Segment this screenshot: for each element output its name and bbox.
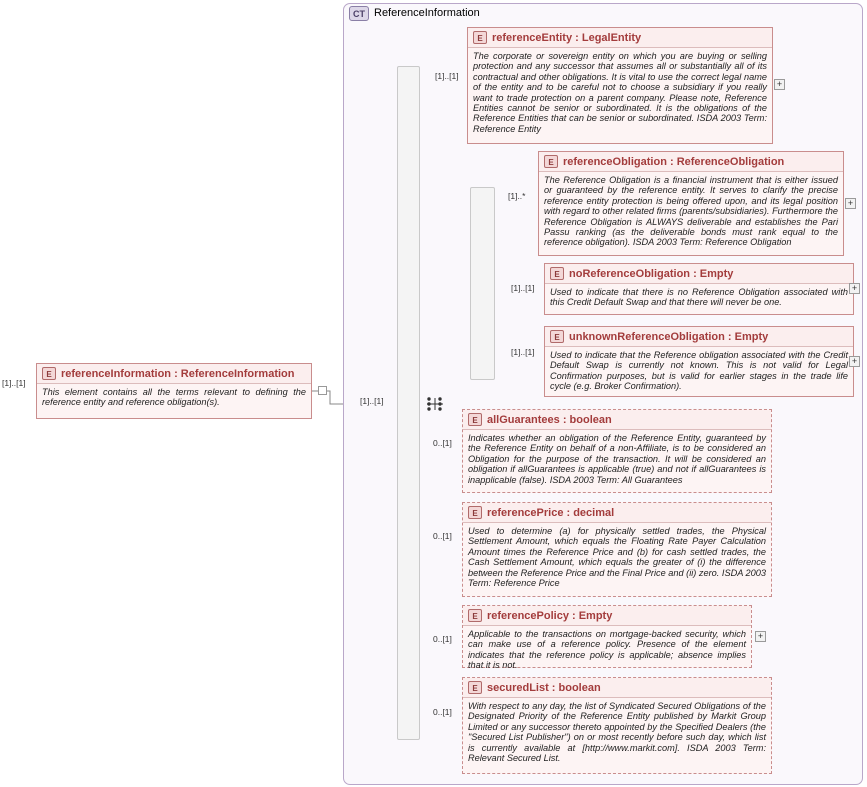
cardinality-referencePolicy: 0..[1] [433,634,452,644]
element-header [463,410,771,430]
expand-button-referencePolicy[interactable]: + [755,631,766,642]
cardinality-securedList: 0..[1] [433,707,452,717]
element-box-referenceObligation[interactable] [538,151,844,256]
element-badge: E [550,330,564,343]
element-box-referenceEntity[interactable] [467,27,773,144]
element-header [539,152,843,172]
root-element-box[interactable] [36,363,312,419]
root-element-name: referenceInformation : ReferenceInformation [61,368,295,380]
root-out-cardinality: [1]..[1] [360,396,384,406]
element-box-allGuarantees[interactable] [462,409,772,493]
element-name: referenceObligation : ReferenceObligation [563,156,785,168]
element-header [463,678,771,698]
element-box-unknownReferenceObligation[interactable] [544,326,854,397]
expand-button-unknownReferenceObligation[interactable]: + [849,356,860,367]
element-header [468,28,772,48]
element-badge: E [544,155,558,168]
element-header [463,503,771,523]
element-doc: The Reference Obligation is a financial instrument that is either issued or guaranteed by the reference entity. It serves to clarify the precise reference entity protection is being offered upon, and its legal position with regard to other related firms (parents/subsidiaries). Furthermore the Reference Obligation is ALWAYS deliverable and establishes the Pari Passu ranking (as the deliverable bonds must rank equal to the reference obligation). ISDA 2003 Term: Reference Obligation [544,175,838,248]
element-name: unknownReferenceObligation : Empty [569,331,769,343]
element-header [545,327,853,347]
element-box-securedList[interactable] [462,677,772,774]
element-name: referencePolicy : Empty [487,610,613,622]
cardinality-allGuarantees: 0..[1] [433,438,452,448]
cardinality-unknownReferenceObligation: [1]..[1] [511,347,535,357]
inner-choice-bar [470,187,495,380]
element-header [463,606,751,626]
element-badge: E [473,31,487,44]
element-badge: E [468,506,482,519]
cardinality-referencePrice: 0..[1] [433,531,452,541]
root-connector-stub[interactable] [318,386,327,395]
element-badge: E [42,367,56,380]
element-header [545,264,853,284]
root-cardinality: [1]..[1] [2,378,26,388]
root-element-header [37,364,311,384]
element-doc: Applicable to the transactions on mortgage-backed security, which can make use of a reference policy. Presence of the element indicates that the reference policy is applicable; absence implies that it is not. [468,629,746,671]
sequence-compositor-icon[interactable] [426,396,444,412]
element-name: securedList : boolean [487,682,601,694]
element-doc: Used to determine (a) for physically settled trades, the Physical Settlement Amount, which equals the Floating Rate Payer Calculation Amount times the Reference Price and (b) for cash settled trades, the Cash Settlement Amount, which equals the greater of (i) the difference between the Reference Price and the Final Price and (ii) zero. ISDA 2003 Term: Reference Price [468,526,766,589]
element-name: referenceEntity : LegalEntity [492,32,642,44]
cardinality-noReferenceObligation: [1]..[1] [511,283,535,293]
expand-button-noReferenceObligation[interactable]: + [849,283,860,294]
element-name: referencePrice : decimal [487,507,615,519]
cardinality-referenceObligation: [1]..* [508,191,526,201]
root-element-doc: This element contains all the terms relevant to defining the reference entity and reference obligation(s). [42,387,306,408]
complex-type-title: ReferenceInformation [374,7,480,19]
element-doc: The corporate or sovereign entity on which you are buying or selling protection and any successor that assumes all or substantially all of its contractual and other obligations. It is vital to use the correct legal name of the entity and to be careful not to choose a subsidiary if you really want to trade protection on a parent company. Please note, Reference Entities cannot be senior or subordinated. It is the obligations of the Reference Entities that can be senior or subordinated. ISDA 2003 Term: Reference Entity [473,51,767,134]
complex-type-badge: CT [349,6,369,21]
element-badge: E [468,413,482,426]
element-name: noReferenceObligation : Empty [569,268,734,280]
element-doc: Used to indicate that the Reference obligation associated with the Credit Default Swap is currently not known. This is not valid for Legal Confirmation purposes, but is valid for earlier stages in the trade life cycle (e.g. Broker Confirmation). [550,350,848,392]
cardinality-referenceEntity: [1]..[1] [435,71,459,81]
element-box-referencePrice[interactable] [462,502,772,597]
element-box-noReferenceObligation[interactable] [544,263,854,315]
element-badge: E [468,609,482,622]
element-badge: E [468,681,482,694]
expand-button-referenceObligation[interactable]: + [845,198,856,209]
element-badge: E [550,267,564,280]
outer-sequence-bar [397,66,420,740]
expand-button-referenceEntity[interactable]: + [774,79,785,90]
element-doc: Used to indicate that there is no Reference Obligation associated with this Credit Default Swap and that there will never be one. [550,287,848,308]
element-doc: Indicates whether an obligation of the Reference Entity, guaranteed by the Reference Entity on behalf of a non-Affiliate, is to be considered an Obligation for the purpose of the transaction. It will be considered an obligation if allGuarantees is applicable (true) and not if allGuarantees is inapplicable (false). ISDA 2003 Term: All Guarantees [468,433,766,485]
element-box-referencePolicy[interactable] [462,605,752,671]
element-name: allGuarantees : boolean [487,414,612,426]
element-doc: With respect to any day, the list of Syndicated Secured Obligations of the Designated Priority of the Reference Entity published by Markit Group Limited or any successor thereto appointed by the Specified Dealers (the "Secured List Publisher") on or most recently before such day, which list is currently available at [http://www.markit.com]. ISDA 2003 Term: Relevant Secured List. [468,701,766,764]
